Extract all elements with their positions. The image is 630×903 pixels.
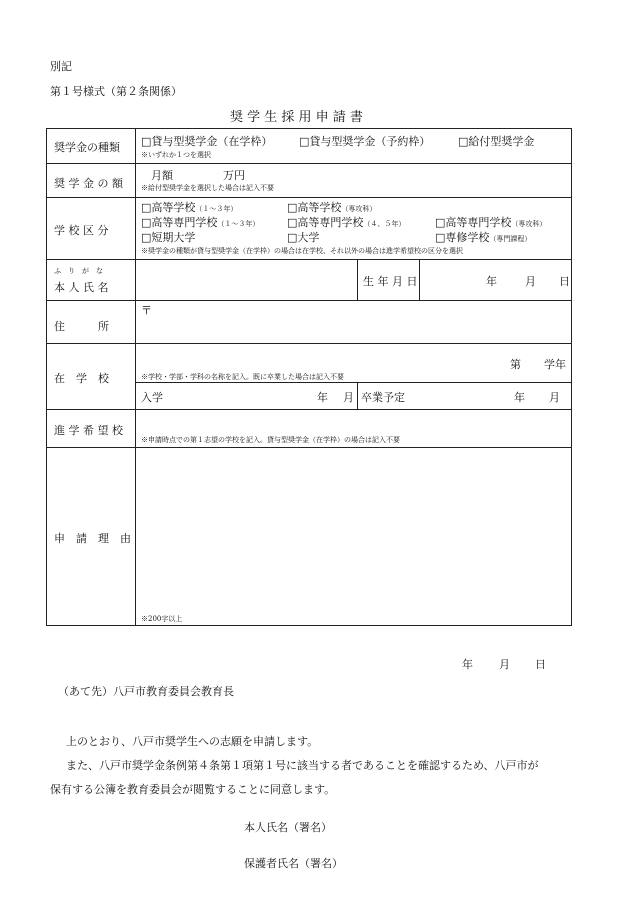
- annex-label: 別記: [50, 60, 72, 73]
- page-title: 奨 学 生 採 用 申 請 書: [230, 110, 363, 125]
- checkbox-technical-college-4-5[interactable]: □高等専門学校（４、５年）: [287, 216, 406, 229]
- note-current-school: ※学校・学部・学科の名称を記入。既に卒業した場合は記入不要: [141, 373, 344, 381]
- label-application-reason: 申 請 理 由: [54, 532, 131, 545]
- checkbox-university[interactable]: □大学: [287, 231, 320, 244]
- monthly-label: 月額: [151, 169, 173, 182]
- grade-prefix: 第: [510, 358, 521, 371]
- amount-unit: 万円: [223, 169, 245, 182]
- note-school-category: ※奨学金の種類が貸与型奨学金（在学枠）の場合は在学校、それ以外の場合は進学希望校の区分を選択: [141, 247, 463, 255]
- note-desired-school: ※申請時点での第１志望の学校を記入。貸与型奨学金（在学枠）の場合は記入不要: [141, 436, 400, 444]
- enroll-year: 年: [317, 391, 328, 404]
- date-month: 月: [499, 658, 510, 671]
- checkbox-technical-college-advanced[interactable]: □高等専門学校（専攻科）: [435, 216, 547, 229]
- note-min-characters: ※200字以上: [141, 615, 183, 623]
- checkbox-junior-college[interactable]: □短期大学: [141, 231, 196, 244]
- furigana-label: ふ り が な: [54, 267, 103, 275]
- date-day: 日: [535, 658, 546, 671]
- checkbox-high-school-advanced[interactable]: □高等学校（専攻科）: [287, 201, 377, 214]
- checkbox-loan-reserved[interactable]: □貸与型奨学金（予約枠）: [299, 135, 431, 148]
- graduation-label: 卒業予定: [361, 391, 405, 404]
- application-reason-field[interactable]: [136, 448, 570, 624]
- label-scholarship-amount: 奨 学 金 の 額: [54, 177, 123, 190]
- label-desired-school: 進 学 希 望 校: [54, 424, 123, 437]
- postal-mark: 〒: [141, 304, 152, 317]
- application-form-table: [46, 128, 572, 626]
- enroll-label: 入学: [141, 391, 163, 404]
- dob-year: 年: [486, 275, 497, 288]
- guardian-signature-label: 保護者氏名（署名）: [244, 857, 343, 870]
- checkbox-loan-enrolled[interactable]: □貸与型奨学金（在学枠）: [141, 135, 273, 148]
- checkbox-grant[interactable]: □給付型奨学金: [458, 135, 535, 148]
- label-scholarship-type: 奨学金の種類: [54, 141, 120, 154]
- checkbox-technical-college-1-3[interactable]: □高等専門学校（１～３年）: [141, 216, 260, 229]
- row-divider: [135, 382, 571, 383]
- form-number: 第１号様式（第２条関係）: [50, 85, 182, 98]
- applicant-signature-label: 本人氏名（署名）: [244, 821, 332, 834]
- note-amount: ※給付型奨学金を選択した場合は記入不要: [141, 184, 274, 192]
- row-divider: [47, 197, 571, 198]
- label-address: 住 所: [54, 320, 109, 333]
- graduation-year: 年: [514, 391, 525, 404]
- label-school-category: 学 校 区 分: [54, 224, 109, 237]
- statement-apply: 上のとおり、八戸市奨学生への志願を申請します。: [66, 735, 319, 748]
- note-select-one: ※いずれか１つを選択: [141, 151, 211, 159]
- enroll-month: 月: [343, 391, 354, 404]
- column-divider: [357, 259, 358, 300]
- statement-consent-line1: また、八戸市奨学金条例第４条第１項第１号に該当する者であることを確認するため、八戸市が: [66, 759, 539, 772]
- row-divider: [47, 163, 571, 164]
- column-divider: [357, 382, 358, 409]
- label-current-school: 在 学 校: [54, 372, 109, 385]
- date-year: 年: [462, 658, 473, 671]
- label-date-of-birth: 生 年 月 日: [363, 275, 418, 288]
- checkbox-high-school[interactable]: □高等学校（１～３年）: [141, 201, 238, 214]
- graduation-month: 月: [549, 391, 560, 404]
- applicant-name-field[interactable]: [136, 260, 356, 299]
- checkbox-vocational-school[interactable]: □専修学校（専門課程）: [435, 231, 532, 244]
- dob-day: 日: [559, 275, 570, 288]
- label-applicant-name: 本 人 氏 名: [54, 281, 109, 294]
- addressee: （あて先）八戸市教育委員会教育長: [58, 685, 234, 698]
- grade-suffix: 学年: [544, 358, 566, 371]
- statement-consent-line2: 保有する公簿を教育委員会が閲覧することに同意します。: [50, 783, 336, 796]
- dob-month: 月: [525, 275, 536, 288]
- address-field[interactable]: [136, 301, 570, 342]
